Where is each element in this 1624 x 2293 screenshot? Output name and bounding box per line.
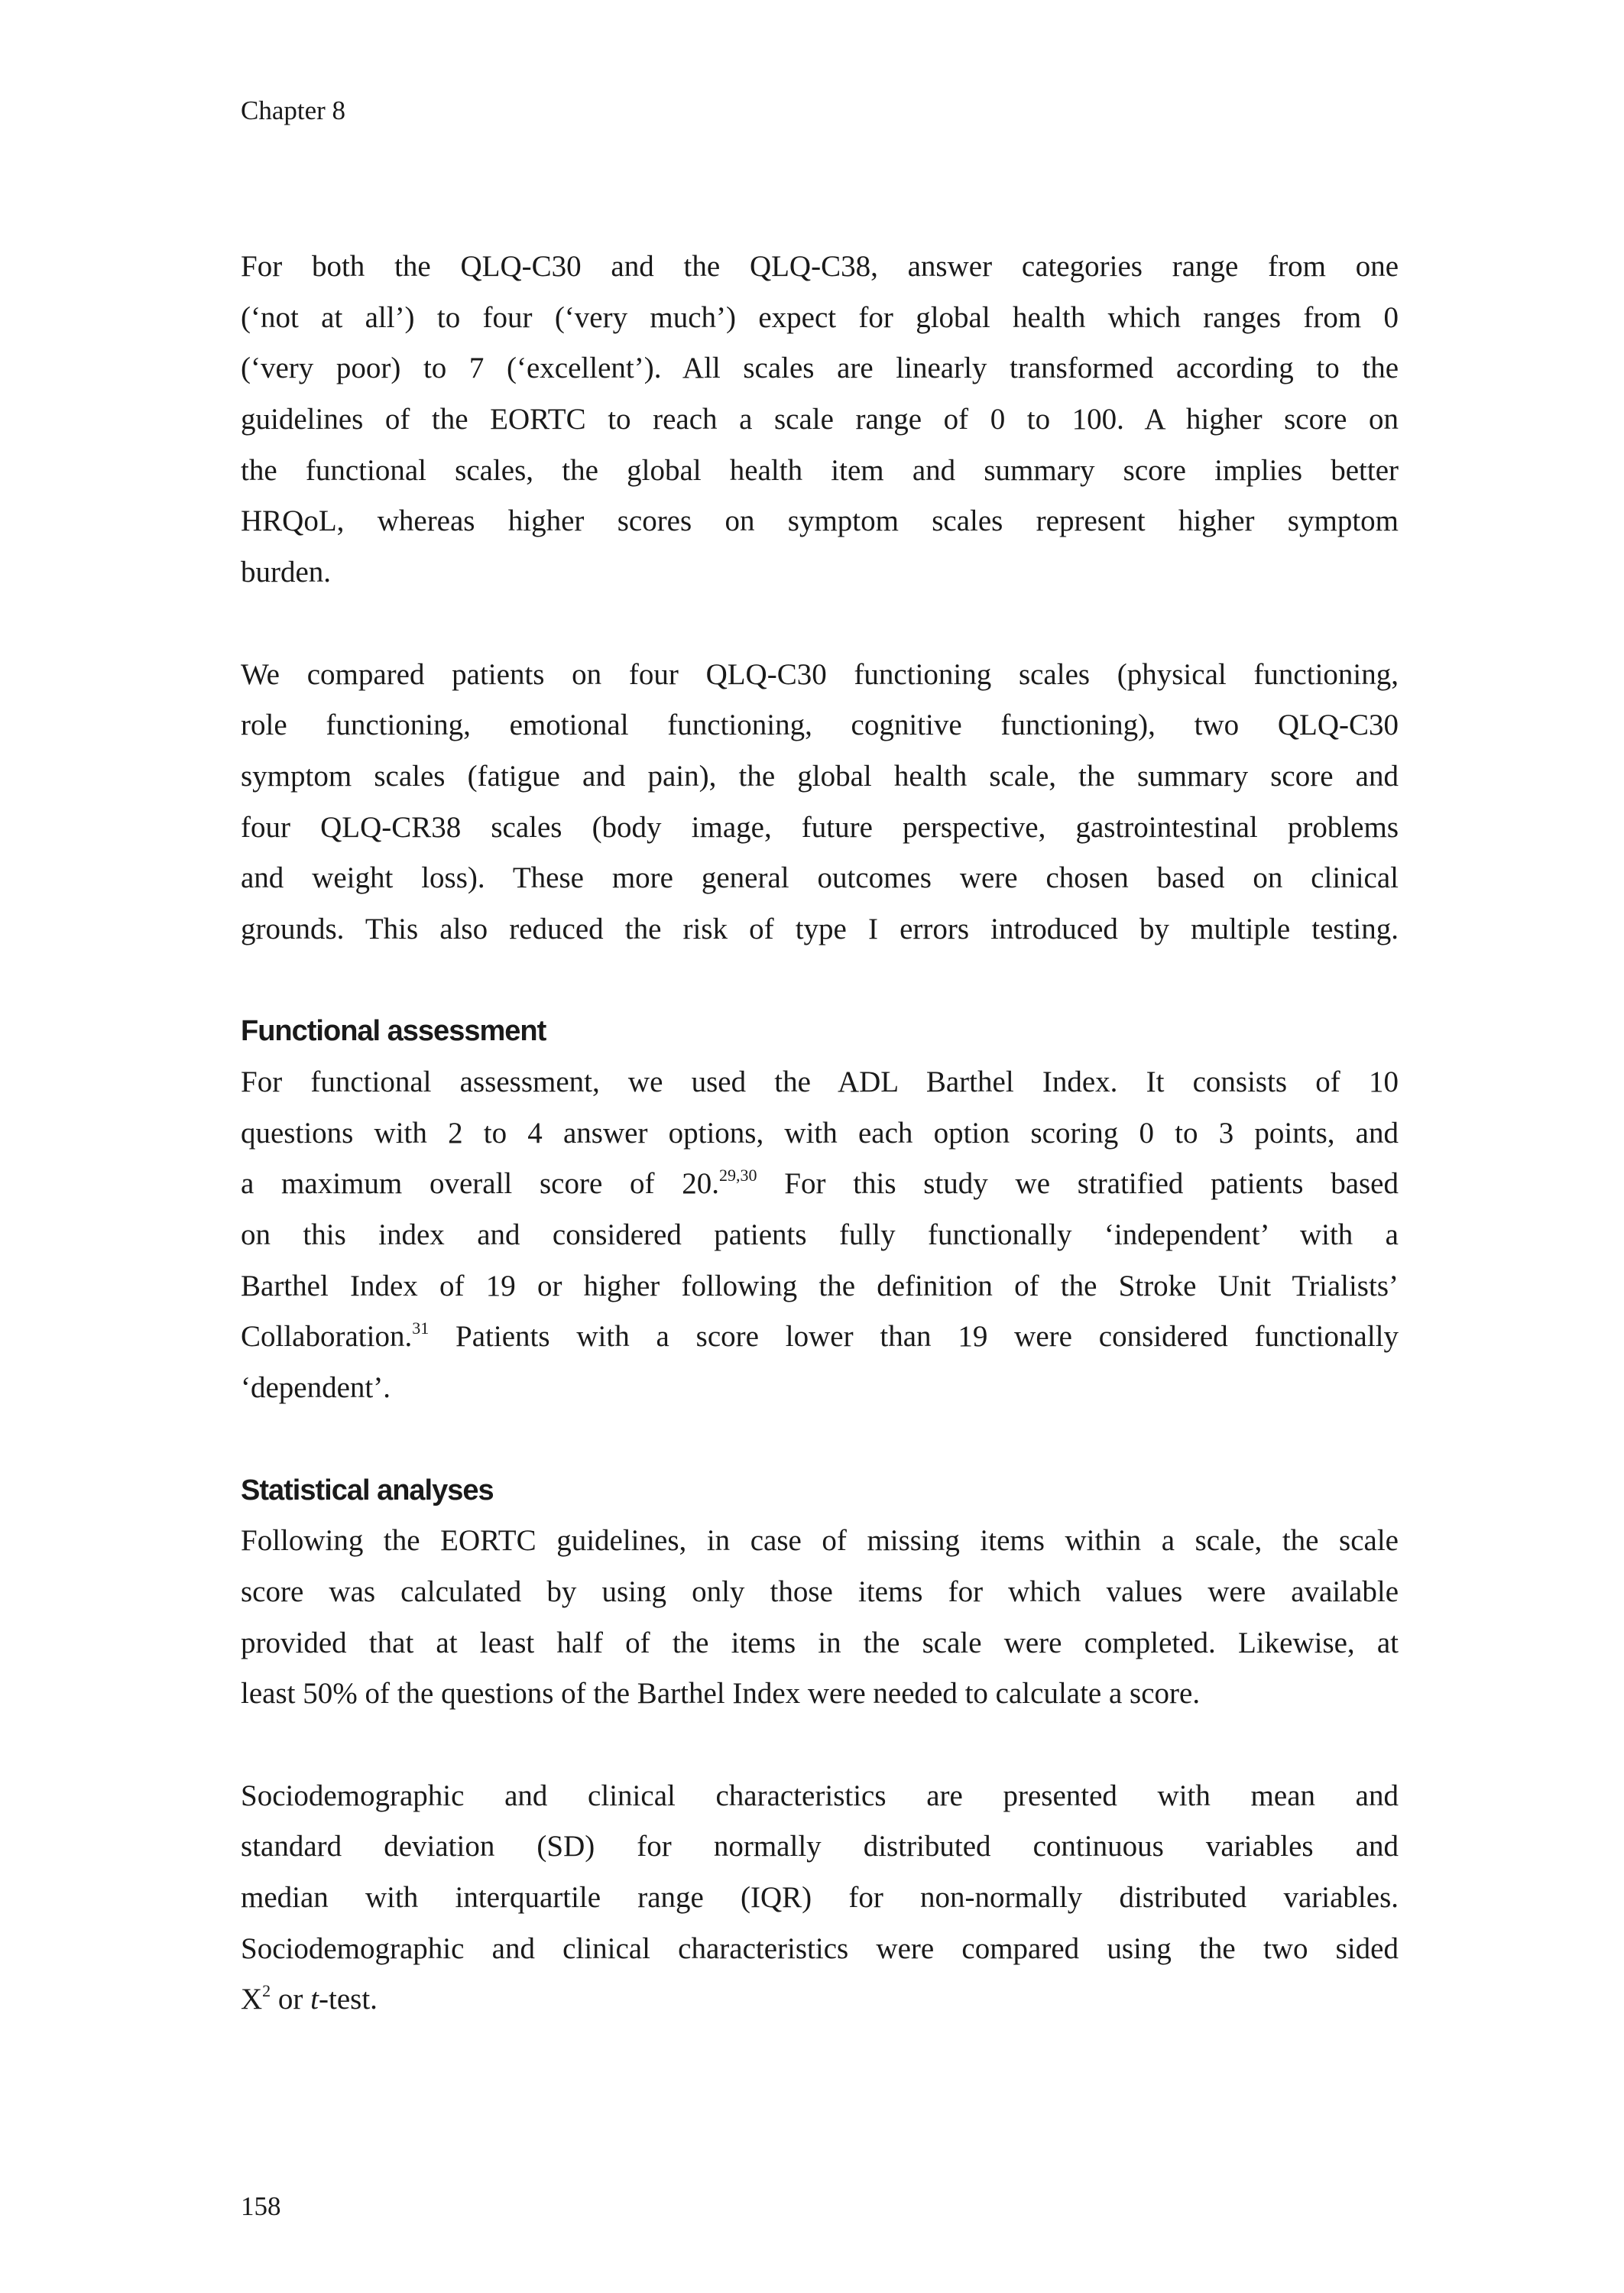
text-line [241, 1516, 1399, 1567]
paragraph [241, 1057, 1399, 1414]
text-run: a maximum overall score of 20. [241, 1167, 720, 1201]
text-line [241, 394, 1399, 446]
paragraph-gap [241, 1414, 1399, 1465]
text-run: symptom scales (fatigue and pain), the global health scale, the summary score and [241, 759, 1399, 793]
text-run: provided that at least half of the items in the scale were completed. Likewise, at [241, 1626, 1399, 1659]
citation-superscript: 29,30 [719, 1166, 757, 1185]
text-run: Sociodemographic and clinical characteristics were compared using the two sided [241, 1931, 1399, 1965]
text-run: four QLQ-CR38 scales (body image, future perspective, gastrointestinal problems [241, 810, 1399, 844]
text-line [241, 803, 1399, 854]
text-line [241, 904, 1399, 955]
text-line [241, 1159, 1399, 1210]
paragraph-gap [241, 598, 1399, 650]
text-run: score was calculated by using only those items for which values were available [241, 1575, 1399, 1608]
section-heading: Statistical analyses [241, 1474, 494, 1507]
body-text [241, 242, 1399, 2025]
text-run: questions with 2 to 4 answer options, with each option scoring 0 to 3 points, and [241, 1116, 1399, 1150]
text-line [241, 1771, 1399, 1822]
text-line [241, 853, 1399, 904]
text-line [241, 547, 1399, 598]
text-run: Following the EORTC guidelines, in case of missing items within a scale, the scale [241, 1524, 1399, 1558]
section-heading: Functional assessment [241, 1015, 546, 1048]
text-run: on this index and considered patients fully functionally ‘independent’ with a [241, 1218, 1399, 1252]
text-run: -test. [319, 1983, 378, 2016]
text-line [241, 650, 1399, 701]
text-line [241, 1567, 1399, 1618]
text-line [241, 496, 1399, 547]
text-run: HRQoL, whereas higher scores on symptom scales represent higher symptom [241, 504, 1399, 538]
text-line [241, 751, 1399, 803]
text-run: Collaboration. [241, 1320, 413, 1354]
text-line [241, 700, 1399, 751]
text-run: We compared patients on four QLQ-C30 functioning scales (physical functioning, [241, 657, 1399, 691]
paragraph [241, 1516, 1399, 1720]
running-head: Chapter 8 [241, 96, 346, 125]
text-line [241, 1312, 1399, 1363]
text-run: Sociodemographic and clinical characteristics are presented with mean and [241, 1779, 1399, 1812]
text-line [241, 1057, 1399, 1108]
paragraph-gap [241, 1720, 1399, 1771]
paragraph [241, 242, 1399, 598]
text-run: guidelines of the EORTC to reach a scale range of 0 to 100. A higher score on [241, 403, 1399, 436]
paragraph-gap [241, 955, 1399, 1007]
text-line [241, 293, 1399, 344]
text-run: (‘very poor) to 7 (‘excellent’). All scales are linearly transformed according to the [241, 352, 1399, 385]
text-run: grounds. This also reduced the risk of type I errors introduced by multiple testing. [241, 912, 1399, 945]
text-line [241, 1108, 1399, 1159]
citation-superscript: 31 [412, 1318, 430, 1338]
text-line [241, 1363, 1399, 1414]
text-run: the functional scales, the global health item and summary score implies better [241, 453, 1399, 487]
text-line [241, 1669, 1399, 1720]
text-run: ‘dependent’. [241, 1371, 391, 1405]
text-run: and weight loss). These more general outcomes were chosen based on clinical [241, 861, 1399, 895]
paragraph [241, 650, 1399, 955]
text-line [241, 1261, 1399, 1312]
text-run: For functional assessment, we used the ADL Barthel Index. It consists of 10 [241, 1065, 1399, 1098]
text-run: median with interquartile range (IQR) for non-normally distributed variables. [241, 1881, 1399, 1914]
text-line [241, 1618, 1399, 1669]
text-line [241, 1821, 1399, 1873]
text-run: Patients with a score lower than 19 were considered functionally [429, 1320, 1399, 1354]
text-run: or [271, 1983, 311, 2016]
citation-superscript: 2 [262, 1981, 271, 2001]
text-run: least 50% of the questions of the Barthel Index were needed to calculate a score. [241, 1677, 1201, 1711]
text-line [241, 242, 1399, 293]
text-line [241, 446, 1399, 497]
text-run: X [241, 1983, 263, 2016]
page-number: 158 [241, 2191, 281, 2221]
text-run: burden. [241, 556, 332, 589]
text-line [241, 1924, 1399, 1975]
italic-text: t [310, 1983, 319, 2016]
text-run: For both the QLQ-C30 and the QLQ-C38, answer categories range from one [241, 250, 1399, 283]
text-run: standard deviation (SD) for normally distributed continuous variables and [241, 1830, 1399, 1863]
text-line [241, 1974, 1399, 2025]
text-line [241, 343, 1399, 394]
text-run: Barthel Index of 19 or higher following the definition of the Stroke Unit Trialists’ [241, 1269, 1399, 1302]
text-run: (‘not at all’) to four (‘very much’) expect for global health which ranges from 0 [241, 300, 1399, 334]
text-line [241, 1210, 1399, 1261]
text-run: For this study we stratified patients based [757, 1167, 1399, 1201]
text-line [241, 1873, 1399, 1924]
paragraph [241, 1771, 1399, 2025]
text-run: role functioning, emotional functioning, cognitive functioning), two QLQ-C30 [241, 709, 1399, 742]
